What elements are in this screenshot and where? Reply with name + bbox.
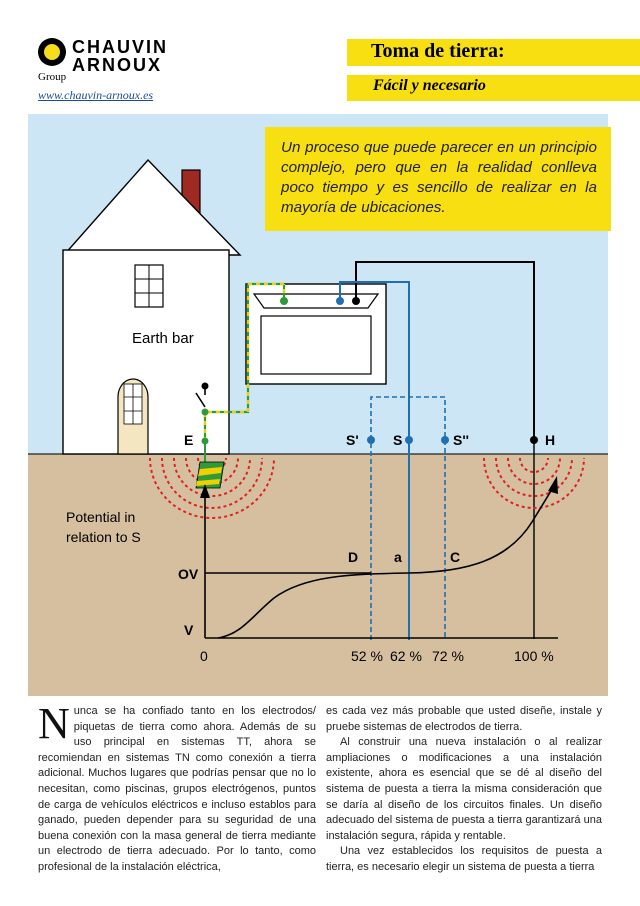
s-prime-probe bbox=[367, 436, 375, 444]
potential-label-line1: Potential in bbox=[66, 509, 136, 525]
brand-group: Group bbox=[38, 71, 67, 83]
tester-e-terminal bbox=[280, 297, 288, 305]
body-column-1 bbox=[38, 699, 316, 876]
title-bar bbox=[347, 39, 640, 66]
electrode-s2-label: S'' bbox=[453, 432, 469, 448]
earth-electrode-rod bbox=[196, 462, 224, 488]
earth-bar-label: Earth bar bbox=[132, 330, 194, 347]
body-column-2 bbox=[326, 704, 602, 876]
col1-paragraph: unca se ha confiado tanto en los electrodos/ piquetas de tierra como ahora. Además de su uso principal en sistemas TT, ahora se recomiendan en sistemas TN como conexión a tierra adicional. Muchos lugares que podrías pensar que no lo necesitan, como piscinas, grupos electrógenos, puntos de carga de vehículos eléctricos e incluso establos para ganado, pueden depender para su seguridad de una buena conexión con la masa general de tierra mediante un electrodo de tierra adecuado. Por lo tanto, como profesional de la instalación eléctrica, bbox=[38, 705, 316, 873]
earth-tester-device bbox=[246, 284, 386, 384]
dropcap: N bbox=[38, 699, 70, 748]
curve-point-c: C bbox=[450, 549, 461, 565]
tester-h-terminal bbox=[352, 297, 360, 305]
x-tick-62: 62 % bbox=[390, 648, 422, 664]
electrode-e-label: E bbox=[184, 432, 194, 448]
x-tick-52: 52 % bbox=[351, 648, 383, 664]
brand-name-line2: ARNOUX bbox=[72, 55, 163, 75]
brand-name-line1: CHAUVIN bbox=[72, 37, 169, 57]
intro-text: Un proceso que puede parecer en un principio complejo, pero que en la realidad conlleva poco tiempo y es sencillo de realizar en la mayoría de ubicaciones. bbox=[281, 139, 597, 216]
electrode-h-label: H bbox=[545, 432, 556, 448]
x-tick-72: 72 % bbox=[432, 648, 464, 664]
tester-display bbox=[261, 316, 371, 374]
earth-bar-terminal bbox=[202, 383, 209, 390]
s-double-prime-probe bbox=[441, 436, 449, 444]
s-probe-point bbox=[405, 436, 413, 444]
col2-paragraph-3: Una vez establecidos los requisitos de puesta a tierra, es necesario elegir un sistema de puesta a tierra bbox=[326, 845, 602, 873]
electrode-s1-label: S' bbox=[346, 432, 359, 448]
subtitle-bar bbox=[347, 75, 640, 101]
curve-point-d: D bbox=[348, 549, 359, 565]
page-title: Toma de tierra: bbox=[371, 40, 505, 62]
electrode-s-label: S bbox=[393, 432, 403, 448]
website-link[interactable]: www.chauvin-arnoux.es bbox=[38, 88, 154, 102]
page-subtitle: Fácil y necesario bbox=[373, 77, 486, 94]
x-tick-0: 0 bbox=[200, 648, 208, 664]
potential-label-line2: relation to S bbox=[66, 529, 141, 545]
axis-ov-label: OV bbox=[178, 566, 199, 582]
tester-s-terminal bbox=[336, 297, 344, 305]
intro-callout bbox=[265, 127, 611, 231]
col2-paragraph-2: Al construir una nueva instalación o al realizar ampliaciones o modificaciones a una instalación existente, ahora es esencial que se dé al diseño del sistema de puesta a tierra la misma consideración que se daría al diseño de los circuitos finales. Un diseño adecuado del sistema de puesta a tierra garantizará una instalación segura, rápida y rentable. bbox=[326, 736, 602, 842]
curve-point-a: a bbox=[394, 549, 402, 565]
logo-icon bbox=[38, 38, 66, 66]
x-tick-100: 100 % bbox=[514, 648, 554, 664]
col2-paragraph-1: es cada vez más probable que usted diseñe, instale y pruebe sistemas de electrodos de tierra. bbox=[326, 705, 602, 733]
axis-v-label: V bbox=[184, 622, 194, 638]
